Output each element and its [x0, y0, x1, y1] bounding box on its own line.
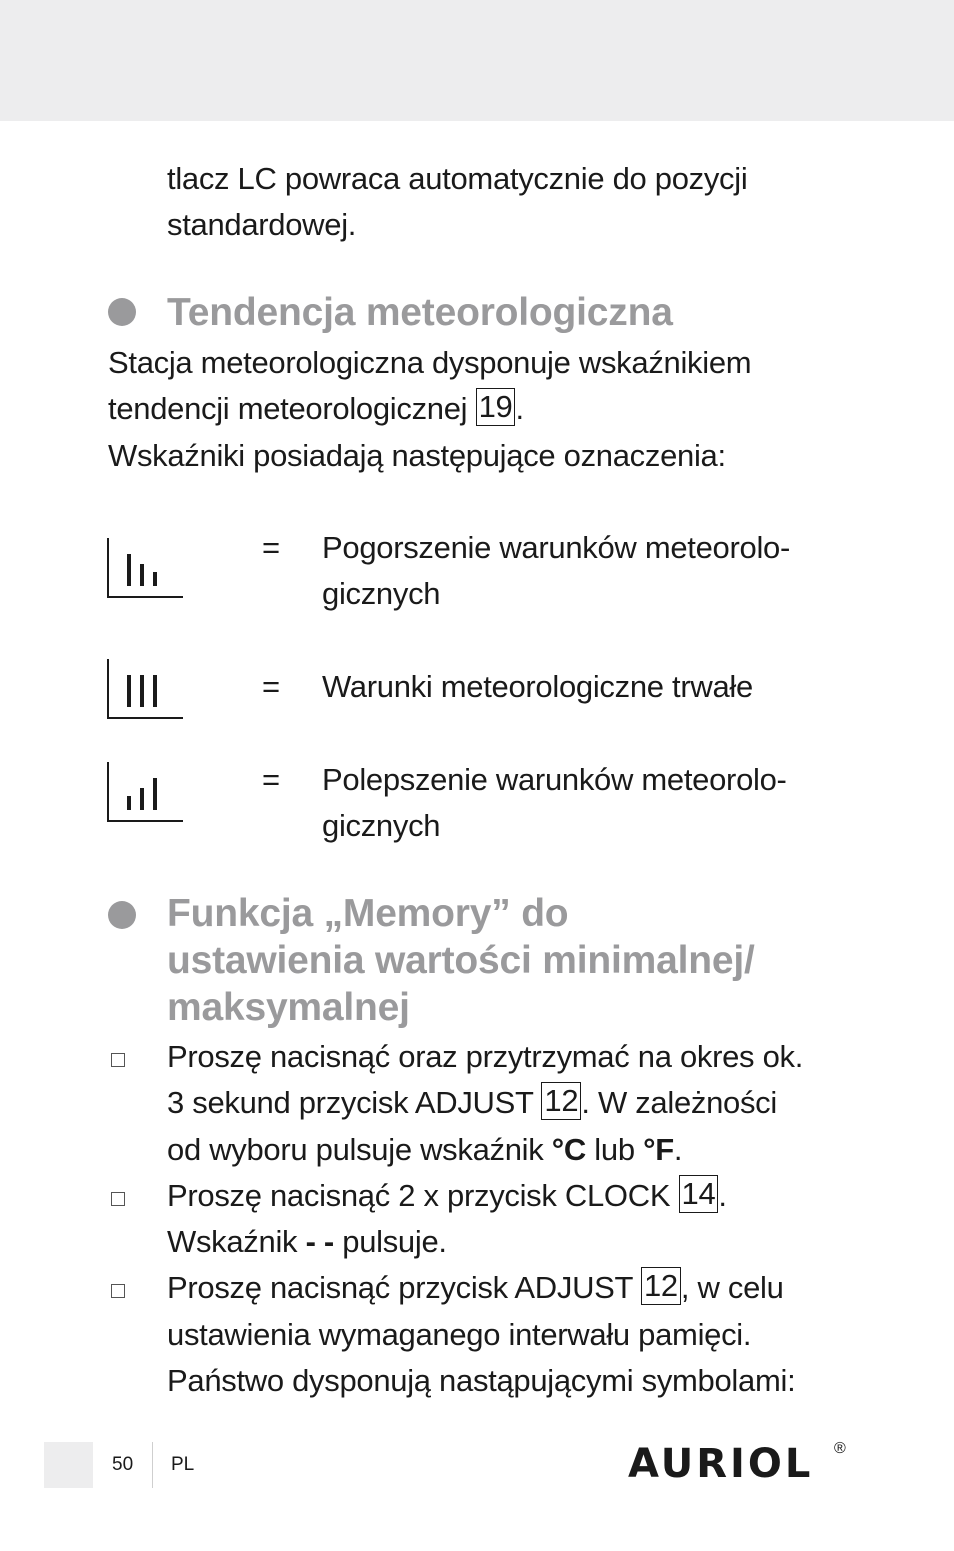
fahrenheit-indicator: °F — [643, 1132, 674, 1167]
step-1-text-end: . W zależności — [581, 1085, 777, 1120]
section-heading-memory-line-2: ustawienia wartości minimalnej/ — [167, 939, 755, 982]
step-2-line-2 — [167, 1219, 447, 1265]
header-band — [0, 0, 954, 121]
language-code: PL — [171, 1454, 195, 1475]
section-heading-tendency: Tendencja meteorologiczna — [167, 291, 673, 334]
section-bullet-icon — [108, 298, 136, 326]
step-3-line-1 — [167, 1265, 784, 1311]
step-3-text: Proszę nacisnąć przycisk ADJUST — [167, 1270, 633, 1305]
footer-divider — [152, 1442, 153, 1488]
reference-number-box: 19 — [476, 388, 516, 426]
reference-number-box: 14 — [679, 1175, 719, 1213]
trend-worsening-line-2: gicznych — [322, 576, 441, 611]
trend-improving-line-1: Polepszenie warunków meteorolo- — [322, 762, 787, 797]
tendency-text-end: . — [515, 391, 524, 426]
tendency-text: tendencji meteorologicznej — [108, 391, 468, 426]
step-1-line-1: Proszę nacisnąć oraz przytrzymać na okres ok. — [167, 1039, 804, 1074]
tendency-paragraph-2: Wskaźniki posiadają następujące oznaczenia: — [108, 438, 726, 473]
section-heading-memory-line-3: maksymalnej — [167, 986, 410, 1029]
reference-number-box: 12 — [641, 1267, 681, 1305]
step-1-text: lub — [594, 1132, 635, 1167]
celsius-indicator: °C — [551, 1132, 586, 1167]
page-number: 50 — [112, 1454, 134, 1475]
intro-line-2: standardowej. — [167, 207, 357, 242]
step-2-text: pulsuje. — [342, 1224, 447, 1259]
trend-improving-line-2: gicznych — [322, 808, 441, 843]
step-1-text: od wyboru pulsuje wskaźnik — [167, 1132, 544, 1167]
step-3-line-3: Państwo dysponują nastąpującymi symbolami: — [167, 1363, 796, 1398]
footer-tab — [44, 1442, 93, 1488]
registered-mark: ® — [834, 1440, 846, 1457]
reference-number-box: 12 — [541, 1082, 581, 1120]
tendency-paragraph-line-2 — [108, 386, 524, 432]
step-checkbox-icon — [111, 1192, 125, 1206]
trend-worsening-line-1: Pogorszenie warunków meteorolo- — [322, 530, 790, 565]
brand-logo: AURIOL — [628, 1441, 814, 1487]
equals-sign: = — [262, 669, 281, 704]
dash-indicator: - - — [305, 1224, 334, 1259]
trend-worsening-icon — [107, 538, 183, 598]
step-1-text-end: . — [673, 1132, 683, 1167]
trend-stable-line-1: Warunki meteorologiczne trwałe — [322, 669, 753, 704]
section-bullet-icon — [108, 901, 136, 929]
step-1-line-2 — [167, 1080, 777, 1126]
intro-line-1: tlacz LC powraca automatycznie do pozycji — [167, 161, 748, 196]
equals-sign: = — [262, 530, 281, 565]
step-2-text: Proszę nacisnąć 2 x przycisk CLOCK — [167, 1178, 671, 1213]
section-heading-memory-line-1: Funkcja „Memory” do — [167, 892, 569, 935]
trend-stable-icon — [107, 659, 183, 719]
step-2-text: Wskaźnik — [167, 1224, 298, 1259]
step-3-line-2: ustawienia wymaganego interwału pamięci. — [167, 1317, 752, 1352]
step-1-line-3 — [167, 1127, 682, 1173]
step-2-line-1 — [167, 1173, 727, 1219]
step-checkbox-icon — [111, 1053, 125, 1067]
tendency-paragraph-line-1: Stacja meteorologiczna dysponuje wskaźnikiem — [108, 345, 752, 380]
step-checkbox-icon — [111, 1284, 125, 1298]
equals-sign: = — [262, 762, 281, 797]
step-2-text-end: . — [718, 1178, 727, 1213]
step-1-text: 3 sekund przycisk ADJUST — [167, 1085, 534, 1120]
trend-improving-icon — [107, 762, 183, 822]
step-3-text-end: , w celu — [680, 1270, 784, 1305]
